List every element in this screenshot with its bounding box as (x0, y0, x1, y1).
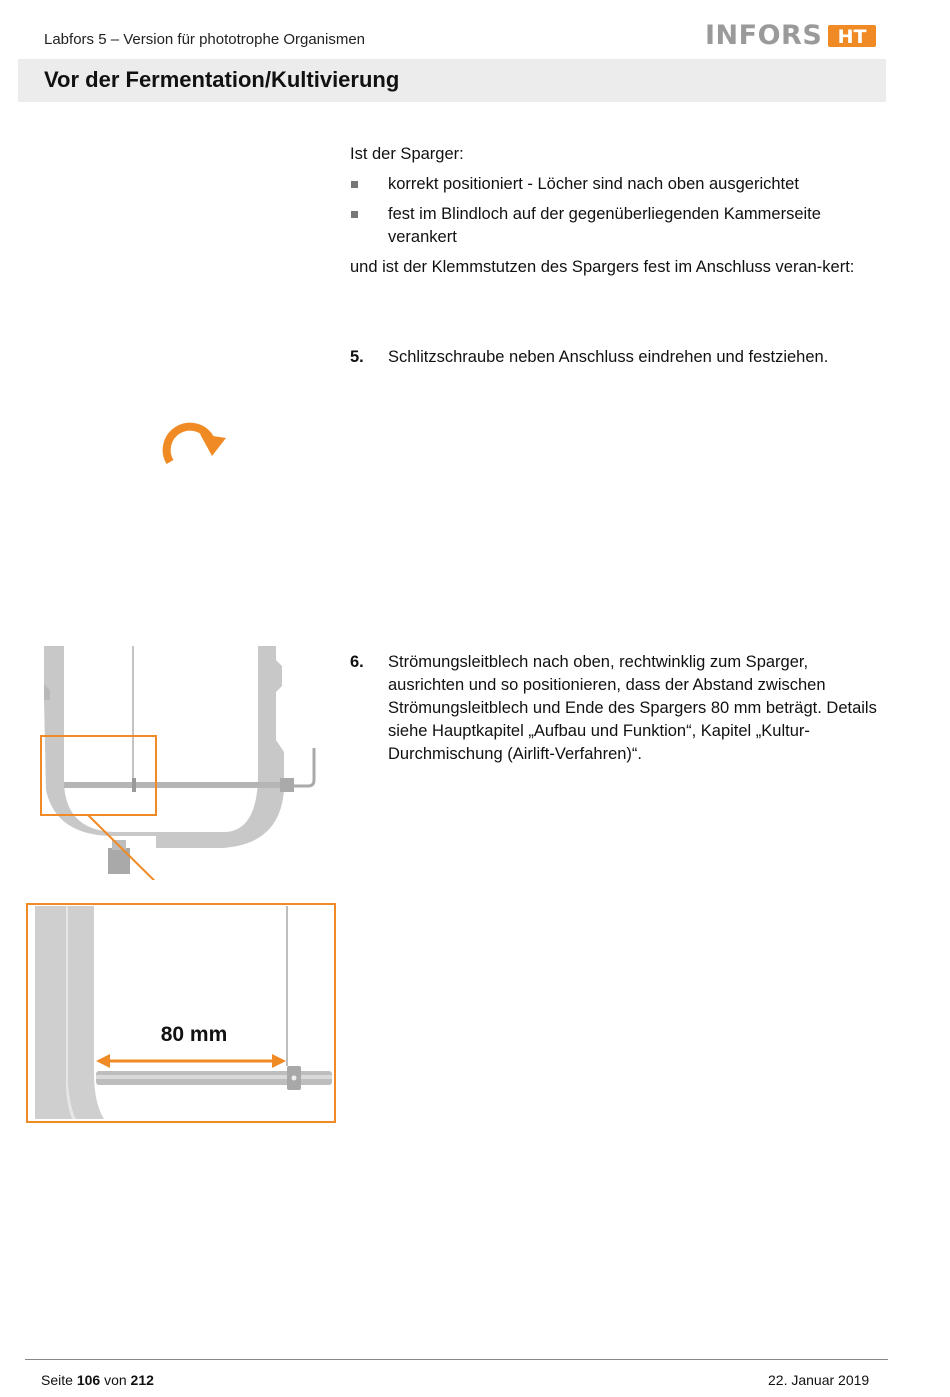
list-item (350, 203, 875, 249)
list-item-text: korrekt positioniert - Löcher sind nach oben ausgerichtet (388, 175, 799, 193)
page-number (41, 1372, 154, 1388)
vessel-wall-detail (35, 906, 104, 1119)
step-text: Schlitzschraube neben Anschluss eindrehen und festziehen. (388, 348, 829, 366)
step-text: Strömungsleitblech nach oben, rechtwinklig zum Sparger, ausrichten und so positionieren, dass der Abstand zwischen Strömungsleitblech und Ende des Spargers 80 mm beträgt. Details siehe Hauptkapitel „Aufbau und Funktion“, Kapitel „Kultur-Durchmischung (Airlift-Verfahren)“. (388, 653, 877, 763)
bullet-square-icon (351, 211, 358, 218)
document-date: 22. Januar 2019 (768, 1372, 870, 1388)
check-intro: Ist der Sparger: (350, 145, 464, 163)
sparger-distance-detail (26, 903, 338, 1125)
logo-mark-text: HT (837, 26, 867, 48)
clockwise-rotate-arrow-icon (158, 412, 232, 468)
step-number: 5. (350, 348, 364, 366)
list-item (350, 173, 875, 196)
measurement-label: 80 mm (160, 1023, 228, 1046)
vessel-wall (44, 646, 284, 848)
section-title-bar (18, 59, 886, 102)
page-total: 212 (130, 1372, 154, 1388)
page-title: Vor der Fermentation/Kultivierung (44, 67, 400, 92)
bullet-square-icon (351, 181, 358, 188)
logo-ht-mark (828, 21, 876, 51)
page-prefix: Seite (41, 1372, 73, 1388)
page-separator: von (104, 1372, 127, 1388)
logo-text: INFORS (705, 20, 823, 51)
step-number: 6. (350, 653, 364, 671)
vessel-cross-section-diagram (36, 640, 326, 880)
infors-ht-logo (705, 18, 876, 54)
footer-divider (25, 1359, 888, 1360)
list-item-text: fest im Blindloch auf der gegenüberliegenden Kammerseite verankert (388, 205, 821, 246)
page-current: 106 (76, 1372, 101, 1388)
document-subtitle: Labfors 5 – Version für phototrophe Organismen (44, 31, 366, 48)
check-outro: und ist der Klemmstutzen des Spargers fest im Anschluss veran-kert: (350, 258, 855, 276)
sparger-tube (64, 782, 290, 788)
